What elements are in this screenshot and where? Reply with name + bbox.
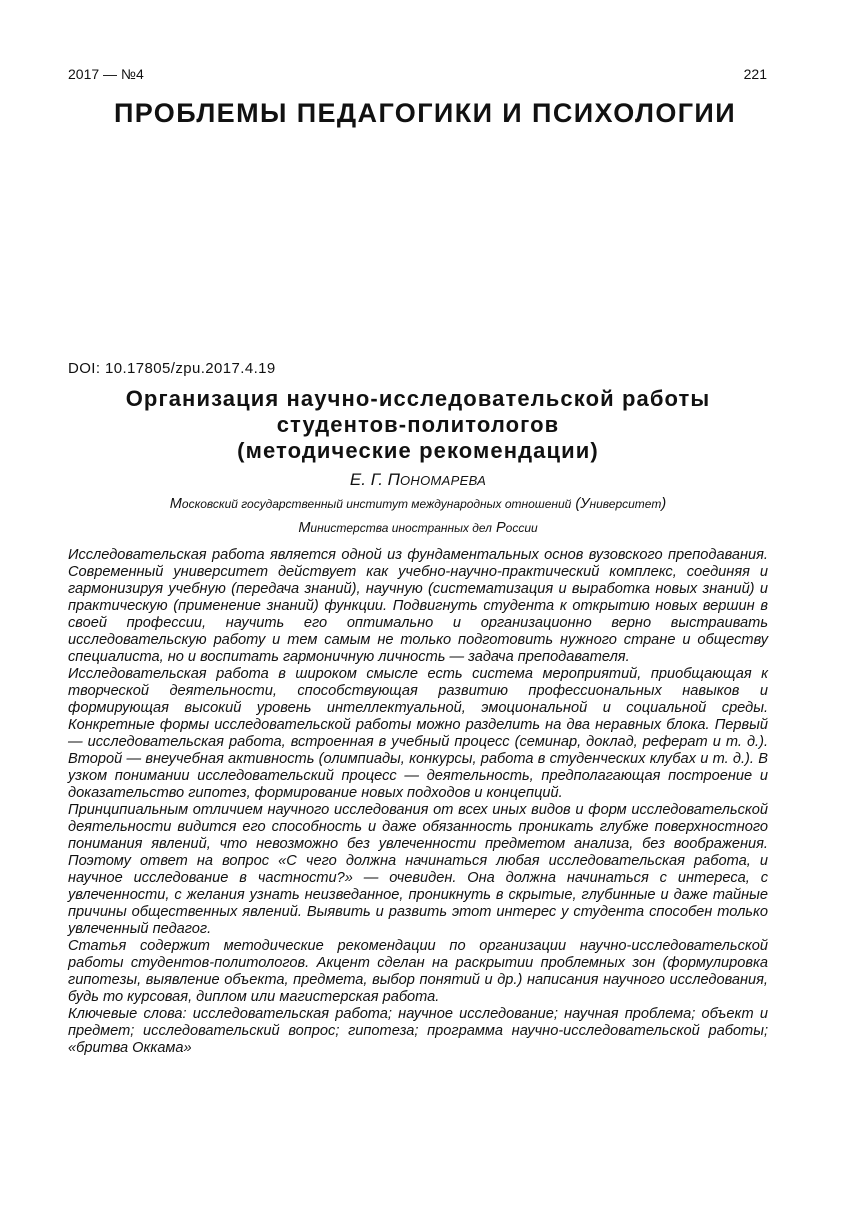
article-title-line: (методические рекомендации) xyxy=(237,438,599,463)
abstract-paragraph: Принципиальным отличием научного исследования от всех иных видов и форм исследовательской деятельности видится его способность и даже обязанность проникать глубже поверхностного понимания явлений, что невозможно без увлеченности предметом анализа, без воображения. Поэтому ответ на вопрос «С чего должна начинаться любая исследовательская работа, и научное исследование в частности?» — очевиден. Она должна начинаться с интереса, с увлеченности, с желания узнать неизведанное, проникнуть в скрытые, глубинные и даже тайные причины общественных явлений. Выявить и развить этот интерес у студента способен только увлеченный педагог. xyxy=(68,802,768,937)
section-title: ПРОБЛЕМЫ ПЕДАГОГИКИ И ПСИХОЛОГИИ xyxy=(113,98,737,128)
affiliation-text: ниверситет xyxy=(589,497,662,511)
page-number: 221 xyxy=(743,66,767,82)
affiliation-text: ) xyxy=(661,496,667,512)
author-initials: Е. Г. П xyxy=(349,470,401,489)
affiliation-text: М xyxy=(298,520,311,536)
abstract-paragraph: Исследовательская работа в широком смысле есть система мероприятий, приобщающая к творческой деятельности, способствующая развитию профессиональных навыков и формирующая высокий уровень интеллектуальной, эмоциональной и социальной среды. Конкретные формы исследовательской работы можно разделить на два неравных блока. Первый — исследовательская работа, встроенная в учебный процесс (семинар, доклад, реферат и т. д.). Второй — внеучебная активность (олимпиады, конкурсы, работа в студенческих клубах и т. д.). В узком понимании исследовательский процесс — деятельность, предполагающая построение и доказательство гипотез, формирование новых подходов и концепций. xyxy=(68,666,768,801)
affiliation-text: Р xyxy=(491,520,506,536)
affiliation-text: оссии xyxy=(505,521,538,535)
affiliation-text: М xyxy=(169,496,182,512)
doi-link[interactable]: DOI: 10.17805/zpu.2017.4.19 xyxy=(68,360,276,377)
affiliation-text: осковский государственный институт международных отношений xyxy=(181,497,572,511)
author-surname: ОНОМАРЕВА xyxy=(400,473,487,488)
article-title-line: Организация научно-исследовательской работы xyxy=(125,386,711,411)
abstract-paragraph: Статья содержит методические рекомендации по организации научно-исследовательской работы студентов-политологов. Акцент сделан на раскрытии проблемных зон (формулировка гипотезы, выявление объекта, предмета, выбор понятий и др.) написания научного исследования, будь то курсовая, диплом или магистерская работа. xyxy=(68,938,768,1005)
affiliation-text: У xyxy=(580,496,590,512)
keywords: Ключевые слова: исследовательская работа; научное исследование; научная проблема; объект и предмет; исследовательский вопрос; гипотеза; программа научно-исследовательской работы; «бритва Оккама» xyxy=(68,1006,768,1056)
article-title xyxy=(68,386,768,464)
affiliation-line-1 xyxy=(68,496,768,512)
abstract xyxy=(68,547,768,1057)
abstract-paragraph: Исследовательская работа является одной из фундаментальных основ вузовского преподавания. Современный университет действует как учебно-научно-практический комплекс, соединяя и гармонизируя учебную (передача знаний), научную (систематизация и выработка новых знаний) и практическую (применение знаний) функции. Подвигнуть студента к открытию новых вершин в своей профессии, научить его оптимально и организационно верно выстраивать исследовательскую работу и тем самым не только подготовить нужного стране и обществу специалиста, но и воспитать гармоничную личность — задача преподавателя. xyxy=(68,547,768,665)
affiliation-line-2 xyxy=(68,520,768,536)
affiliation-text: инистерства иностранных дел xyxy=(310,521,492,535)
author-name xyxy=(68,470,768,490)
affiliation-text: ( xyxy=(571,496,581,512)
journal-issue: 2017 — №4 xyxy=(68,66,144,82)
article-title-line: студентов-политологов xyxy=(276,412,560,437)
